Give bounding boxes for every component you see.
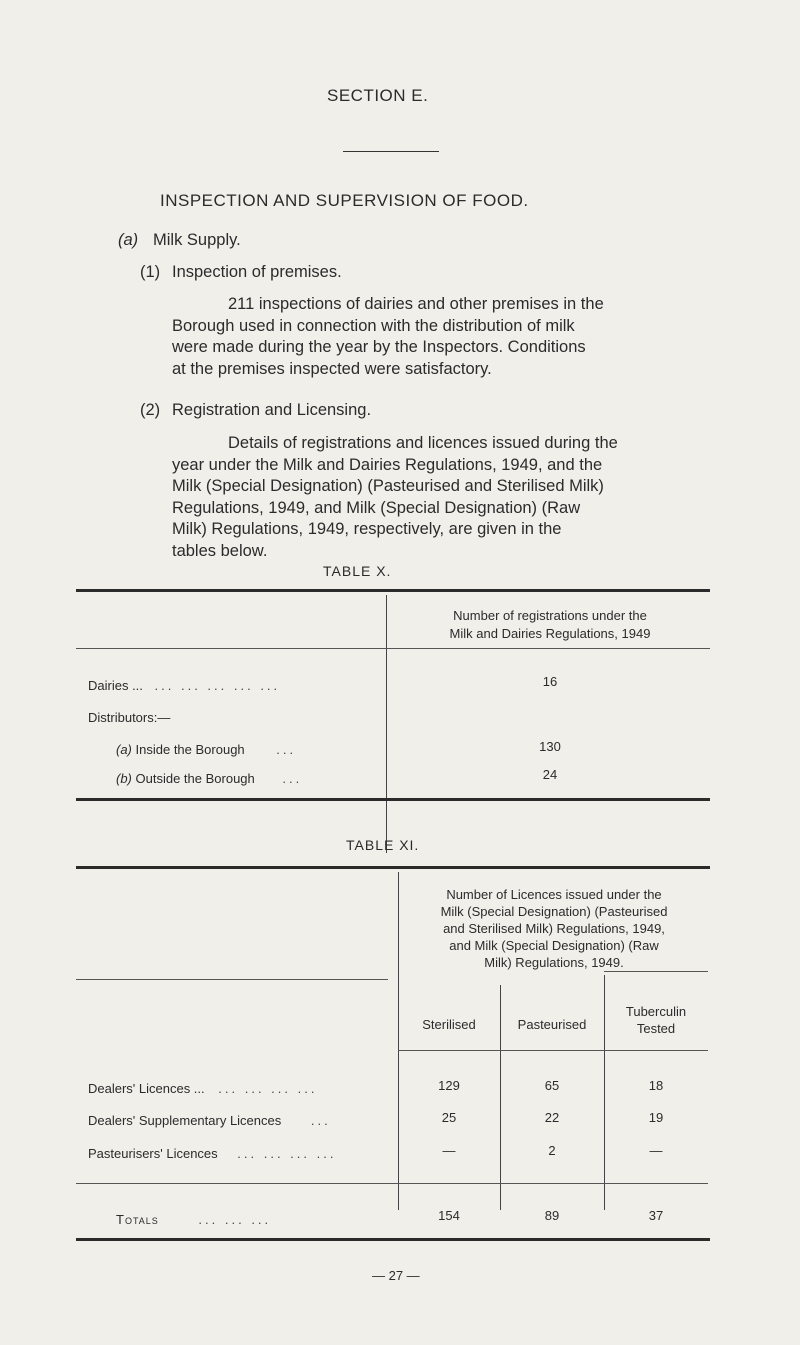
item2-marker: (2) (140, 401, 161, 419)
table-x-value: 130 (539, 739, 561, 754)
total-tuberculin: 37 (648, 1208, 664, 1223)
row-label: Dealers' Licences ... (88, 1081, 205, 1096)
sub-a-label: Milk Supply. (153, 231, 241, 249)
totals-label: Totals (116, 1212, 159, 1227)
cell-pasteurised: 22 (544, 1110, 560, 1125)
cell-tuberculin: 18 (648, 1078, 664, 1093)
row-label: Dealers' Supplementary Licences (88, 1113, 282, 1128)
heading-divider (343, 151, 439, 152)
table-x-row (116, 742, 296, 757)
table-xi-totals-rule (76, 1183, 708, 1184)
column-header-line: Tested (636, 1021, 676, 1036)
table-x-header-line: Number of registrations under the (453, 608, 647, 623)
item1-paragraph (172, 294, 772, 380)
leader-dots: ... ... ... ... ... (154, 678, 281, 693)
table-x-bottom-rule (76, 798, 710, 801)
column-header-sterilised: Sterilised (422, 1017, 476, 1032)
item1-label: Inspection of premises. (172, 263, 342, 281)
item2-line: Milk) Regulations, 1949, respectively, are given in the (172, 520, 562, 538)
table-xi-row (88, 1146, 336, 1161)
main-heading: INSPECTION AND SUPERVISION OF FOOD. (160, 191, 529, 210)
leader-dots: ... ... ... ... (237, 1146, 337, 1161)
cell-tuberculin: 19 (648, 1110, 664, 1125)
table-x-row (88, 678, 280, 693)
table-x-header-line: Milk and Dairies Regulations, 1949 (449, 626, 651, 641)
row-label: Outside the Borough (135, 771, 255, 786)
table-xi-header-line: and Sterilised Milk) Regulations, 1949, (443, 921, 665, 936)
table-xi-right-header-rule (604, 971, 708, 972)
item2-line: year under the Milk and Dairies Regulations, 1949, and the (172, 455, 603, 474)
table-x-top-rule (76, 589, 710, 592)
table-xi-row (88, 1113, 331, 1128)
leader-dots: ... (310, 1113, 331, 1128)
table-x-header-rule (76, 648, 710, 649)
table-x-row (116, 771, 302, 786)
item2-line: Details of registrations and licences issued during the (228, 434, 618, 452)
table-xi-header-line: Milk) Regulations, 1949. (484, 955, 624, 970)
page-number: — 27 — (372, 1268, 420, 1283)
cell-tuberculin: — (649, 1143, 663, 1158)
sub-a-marker: (a) (118, 231, 139, 249)
column-header-line: Tuberculin (625, 1004, 687, 1019)
table-x-header (392, 607, 708, 643)
row-label: Dairies ... (88, 678, 143, 693)
table-xi-label-divider (398, 872, 399, 1210)
table-x-column-divider (386, 595, 387, 853)
leader-dots: ... (282, 771, 303, 786)
item1-line: at the premises inspected were satisfactory. (172, 359, 492, 378)
row-marker: (a) (116, 742, 132, 757)
item1-line: were made during the year by the Inspectors. Conditions (172, 338, 586, 356)
column-header-tuberculin (604, 1003, 708, 1037)
section-title: SECTION E. (327, 86, 429, 105)
cell-pasteurised: 65 (544, 1078, 560, 1093)
row-marker: (b) (116, 771, 132, 786)
table-xi-row (88, 1081, 317, 1096)
table-x-value: 24 (542, 767, 558, 782)
total-pasteurised: 89 (544, 1208, 560, 1223)
item2-line: Regulations, 1949, and Milk (Special Designation) (Raw (172, 498, 581, 517)
cell-sterilised: — (442, 1143, 456, 1158)
row-label: Inside the Borough (135, 742, 245, 757)
cell-sterilised: 129 (438, 1078, 460, 1093)
cell-sterilised: 25 (441, 1110, 457, 1125)
table-xi-header (404, 886, 704, 971)
table-xi-bottom-rule (76, 1238, 710, 1241)
item2-line: tables below. (172, 541, 268, 560)
item2-line: Milk (Special Designation) (Pasteurised and Sterilised Milk) (172, 477, 604, 495)
table-xi-totals-row (116, 1212, 271, 1227)
item1-line: Borough used in connection with the distribution of milk (172, 316, 575, 335)
table-xi-left-header-rule (76, 979, 388, 980)
row-label: Pasteurisers' Licences (88, 1146, 218, 1161)
column-header-pasteurised: Pasteurised (517, 1017, 587, 1032)
item2-paragraph (172, 433, 772, 562)
table-xi-top-rule (76, 866, 710, 869)
item1-line: 211 inspections of dairies and other premises in the (228, 295, 604, 313)
table-xi-title: TABLE XI. (346, 837, 420, 853)
table-xi-header-line: and Milk (Special Designation) (Raw (449, 938, 659, 953)
leader-dots: ... (276, 742, 297, 757)
table-xi-subheader-rule (398, 1050, 708, 1051)
table-x-title: TABLE X. (323, 563, 392, 579)
item2-label: Registration and Licensing. (172, 401, 372, 419)
item1-marker: (1) (140, 263, 161, 281)
table-xi-header-line: Number of Licences issued under the (446, 887, 662, 902)
leader-dots: ... ... ... ... (218, 1081, 318, 1096)
row-label: Distributors:— (88, 710, 171, 725)
table-x-value: 16 (542, 674, 558, 689)
cell-pasteurised: 2 (548, 1143, 556, 1158)
total-sterilised: 154 (438, 1208, 460, 1223)
table-x-row (88, 710, 170, 725)
table-xi-header-line: Milk (Special Designation) (Pasteurised (440, 904, 668, 919)
leader-dots: ... ... ... (198, 1212, 272, 1227)
